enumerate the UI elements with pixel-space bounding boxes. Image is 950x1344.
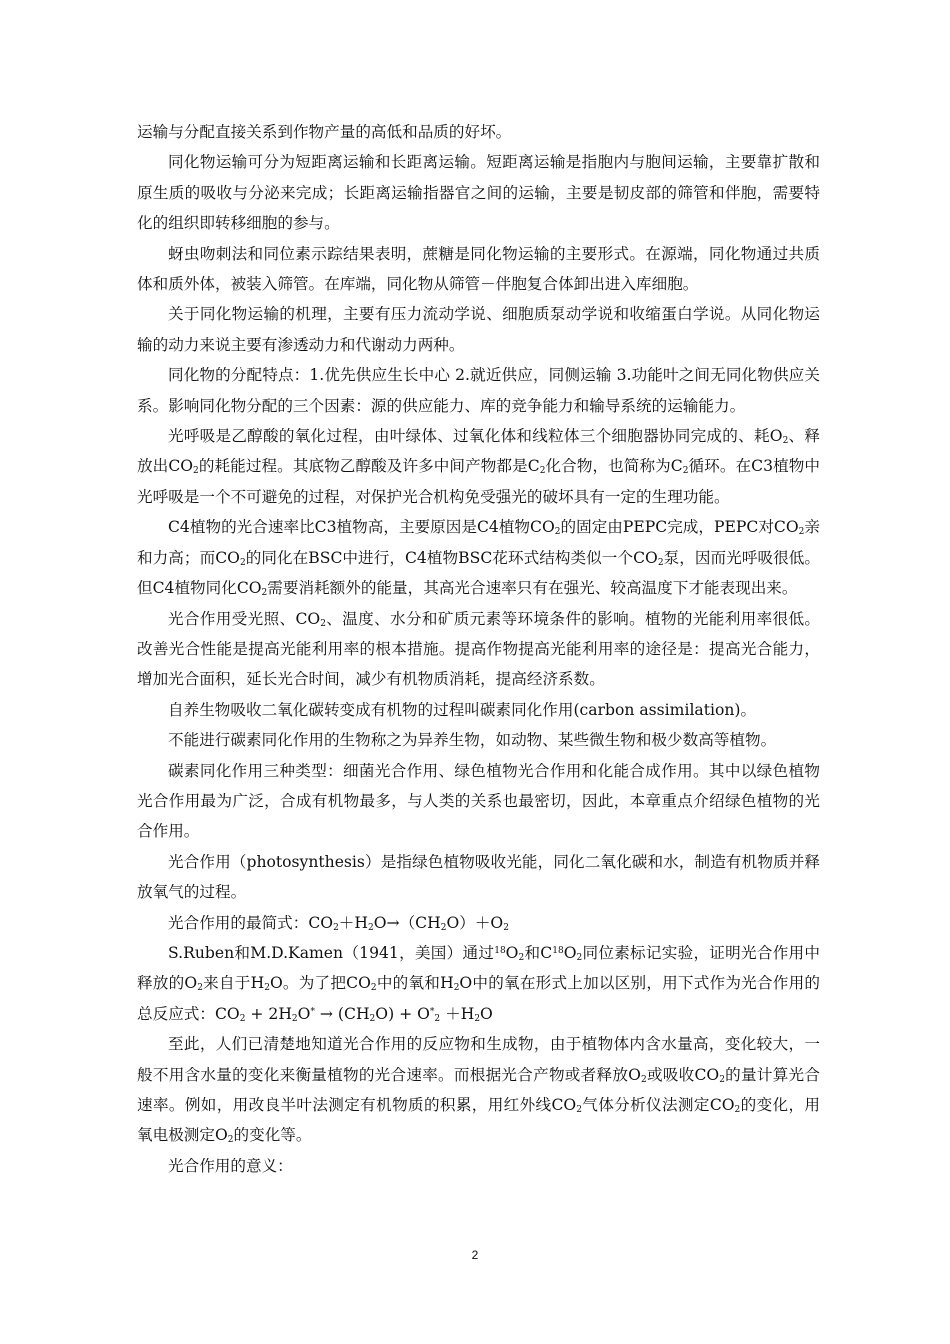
paragraph: 光合作用受光照、$CO_2$、温度、水分和矿质元素等环境条件的影响。植物的光能利用率很低。改善光合性能是提高光能利用率的根本措施。提高作物提高光能利用率的途径是：提高光合能力，增加光合面积，延长光合时间，减少有机物质消耗，提高经济系数。 <box>137 609 820 689</box>
body-text <box>137 117 820 1181</box>
paragraph: 光合作用（photosynthesis）是指绿色植物吸收光能，同化二氧化碳和水，制造有机物质并释放氧气的过程。 <box>137 852 820 902</box>
paragraph: 蚜虫吻刺法和同位素示踪结果表明，蔗糖是同化物运输的主要形式。在源端，同化物通过共质体和质外体，被装入筛管。在库端，同化物从筛管－伴胞复合体卸出进入库细胞。 <box>137 244 820 294</box>
paragraph: 不能进行碳素同化作用的生物称之为异养生物，如动物、某些微生物和极少数高等植物。 <box>168 731 777 750</box>
paragraph: 自养生物吸收二氧化碳转变成有机物的过程叫碳素同化作用(carbon assimilation)。 <box>168 700 757 719</box>
paragraph: 光合作用的最简式：$CO_2+H_2O\to(CH_2O)+O_2$ <box>168 913 509 933</box>
paragraph: 光呼吸是乙醇酸的氧化过程，由叶绿体、过氧化体和线粒体三个细胞器协同完成的、耗$O_2$、释放出$CO_2$的耗能过程。其底物乙醇酸及许多中间产物都是$C_2$化合物，也简称为$C_2$循环。在C3植物中光呼吸是一个不可避免的过程，对保护光合机构免受强光的破坏具有一定的生理功能。 <box>137 427 821 506</box>
paragraph: 关于同化物运输的机理，主要有压力流动学说、细胞质泵动学说和收缩蛋白学说。从同化物运输的动力来说主要有渗透动力和代谢动力两种。 <box>137 305 820 354</box>
paragraph: 运输与分配直接关系到作物产量的高低和品质的好坏。 <box>137 123 512 141</box>
page-number: 2 <box>471 1248 479 1262</box>
paragraph: 同化物的分配特点：1.优先供应生长中心 2.就近供应，同侧运输 3.功能叶之间无同化物供应关系。影响同化物分配的三个因素：源的供应能力、库的竞争能力和输导系统的运输能力。 <box>137 366 820 415</box>
paragraph: 光合作用的意义： <box>168 1156 293 1175</box>
paragraph: S.Ruben和M.D.Kamen（1941，美国）通过$^{18}O_2$和$C^{18}O_2$同位素标记实验，证明光合作用中释放的$O_2$来自于$H_2O$。为了把$CO_2$中的氧和$H_2O$中的氧在形式上加以区别，用下式作为光合作用的总反应式：$CO_2 + 2H_2O^* \to (CH_2O) + O^*_2 +H_2O$ <box>137 943 820 1024</box>
paragraph: C4植物的光合速率比C3植物高，主要原因是C4植物$CO_2$的固定由PEPC完成，PEPC对$CO_2$亲和力高；而$CO_2$的同化在BSC中进行，C4植物BSC花环式结构类似一个$CO_2$泵，因而光呼吸很低。但C4植物同化$CO_2$需要消耗额外的能量，其高光合速率只有在强光、较高温度下才能表现出来。 <box>137 518 820 599</box>
paragraph: 同化物运输可分为短距离运输和长距离运输。短距离运输是指胞内与胞间运输，主要靠扩散和原生质的吸收与分泌来完成；长距离运输指器官之间的运输，主要是韧皮部的筛管和伴胞，需要特化的组织即转移细胞的参与。 <box>137 153 820 233</box>
paragraph: 至此，人们已清楚地知道光合作用的反应物和生成物，由于植物体内含水量高，变化较大，一般不用含水量的变化来衡量植物的光合速率。而根据光合产物或者释放$O_2$或吸收$CO_2$的量计算光合速率。例如，用改良半叶法测定有机物质的积累，用红外线$CO_2$气体分析仪法测定$CO_2$的变化，用氧电极测定$O_2$的变化等。 <box>137 1035 820 1146</box>
paragraph: 碳素同化作用三种类型：细菌光合作用、绿色植物光合作用和化能合成作用。其中以绿色植物光合作用最为广泛，合成有机物最多，与人类的关系也最密切，因此，本章重点介绍绿色植物的光合作用。 <box>137 761 820 841</box>
